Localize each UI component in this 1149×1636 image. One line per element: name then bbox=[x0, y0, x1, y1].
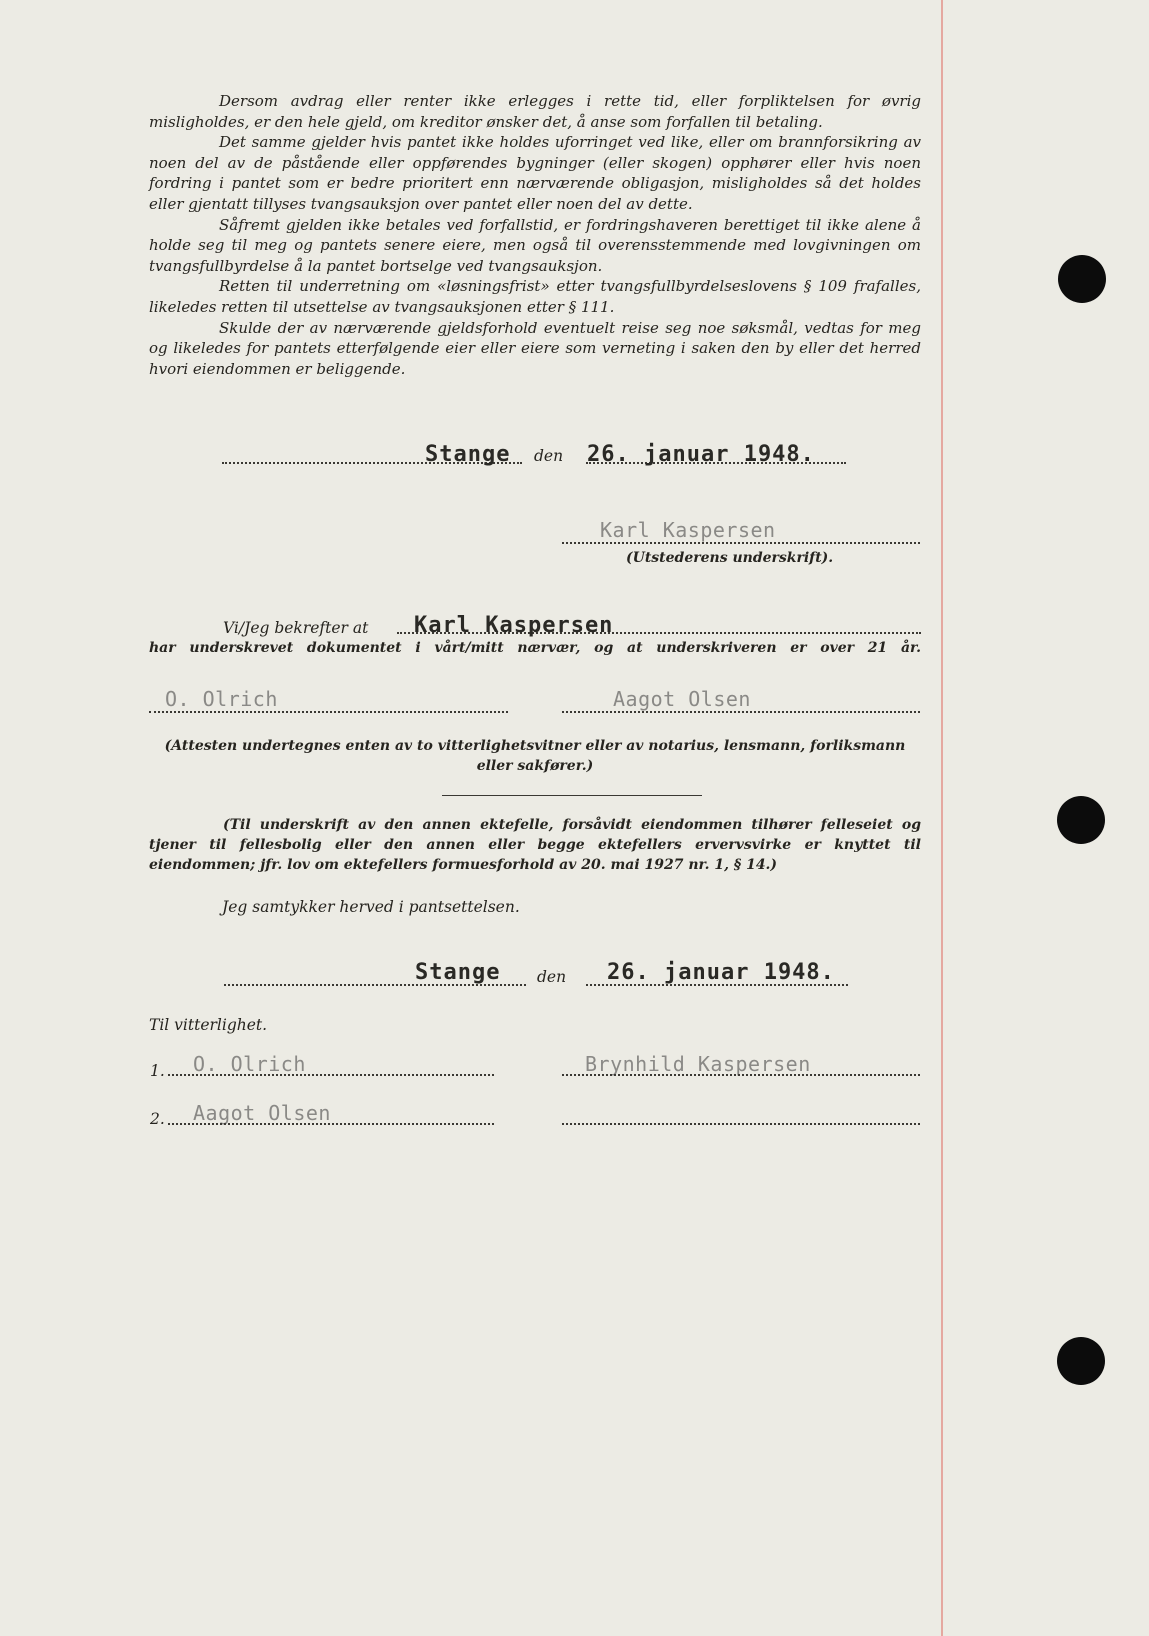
spouse-note: (Til underskrift av den annen ektefelle, forsåvidt eiendommen tilhører felleseiet og tjener til fellesbolig eller den annen eller begge ektefellers ervervsvirke er knyttet til eiendommen; jfr. lov om ektefellers formuesforhold av 20. mai 1927 nr. 1, § 14.) bbox=[149, 817, 921, 873]
divider bbox=[442, 795, 702, 796]
spouse-signature: Brynhild Kaspersen bbox=[585, 1052, 811, 1076]
witness-signature: O. Olrich bbox=[193, 1052, 306, 1076]
witness-signature: Aagot Olsen bbox=[193, 1101, 331, 1125]
date-value: 26. januar 1948. bbox=[587, 442, 815, 467]
blank-signature-line bbox=[562, 1123, 920, 1125]
spouse-signature-line bbox=[562, 1074, 920, 1076]
witness-line bbox=[168, 1074, 494, 1076]
signature-caption: (Utstederens underskrift). bbox=[626, 550, 834, 566]
signature-line bbox=[562, 542, 920, 544]
punch-hole bbox=[1058, 255, 1106, 303]
witness-heading: Til vitterlighet. bbox=[149, 1016, 268, 1034]
margin-line bbox=[941, 0, 943, 1636]
terms-text bbox=[149, 91, 921, 379]
confirm-prefix: Vi/Jeg bekrefter at bbox=[223, 619, 369, 637]
paragraph: Skulde der av nærværende gjeldsforhold eventuelt reise seg noe søksmål, vedtas for meg og likeledes for pantets etterfølgende eier eller eiere som verneting i saken den by eller det herred hvori eiendommen er beliggende. bbox=[149, 318, 921, 378]
witness-line bbox=[149, 711, 508, 713]
witness-line bbox=[562, 711, 920, 713]
paragraph: Såfremt gjelden ikke betales ved forfallstid, er fordringshaveren berettiget til ikke alene å holde seg til meg og pantets senere eiere, men også til overensstemmende med lovgivningen om tvangsfullbyrdelse å la pantet bortselge ved tvangsauksjon. bbox=[149, 215, 921, 275]
attest-note: (Attesten undertegnes enten av to vitterlighetsvitner eller av notarius, lensmann, forliksmann eller sakfører.) bbox=[164, 738, 906, 774]
paragraph: Dersom avdrag eller renter ikke erlegges i rette tid, eller forpliktelsen for øvrig misligholdes, er den hele gjeld, om kreditor ønsker det, å anse som forfallen til betaling. bbox=[149, 92, 921, 131]
consent-text: Jeg samtykker herved i pantsettelsen. bbox=[222, 898, 520, 916]
place-value: Stange bbox=[415, 960, 501, 985]
punch-hole bbox=[1057, 796, 1105, 844]
witness-signature: O. Olrich bbox=[165, 687, 278, 711]
confirm-name: Karl Kaspersen bbox=[414, 613, 614, 638]
den-label: den bbox=[534, 447, 564, 465]
witness-line bbox=[168, 1123, 494, 1125]
paragraph: Retten til underretning om «løsningsfrist» etter tvangsfullbyrdelseslovens § 109 frafalles, likeledes retten til utsettelse av tvangsauksjonen etter § 111. bbox=[149, 277, 921, 316]
witness-number: 2. bbox=[150, 1110, 165, 1128]
paragraph: Det samme gjelder hvis pantet ikke holdes uforringet ved like, eller om brannforsikring av noen del av de påstående eller oppførendes bygninger (eller skogen) opphører eller hvis noen fordring i pantet som er bedre prioritert enn nærværende obligasjon, misligholdes så det holdes eller gjentatt tillyses tvangsauksjon over pantet eller noen del av dette. bbox=[149, 133, 921, 213]
witness-number: 1. bbox=[150, 1062, 165, 1080]
confirm-sentence: har underskrevet dokumentet i vårt/mitt nærvær, og at underskriveren er over 21 år. bbox=[149, 640, 921, 656]
den-label: den bbox=[537, 968, 567, 986]
place-value: Stange bbox=[425, 442, 511, 467]
punch-hole bbox=[1057, 1337, 1105, 1385]
witness-signature: Aagot Olsen bbox=[613, 687, 751, 711]
date-value: 26. januar 1948. bbox=[607, 960, 835, 985]
issuer-signature: Karl Kaspersen bbox=[600, 518, 776, 542]
